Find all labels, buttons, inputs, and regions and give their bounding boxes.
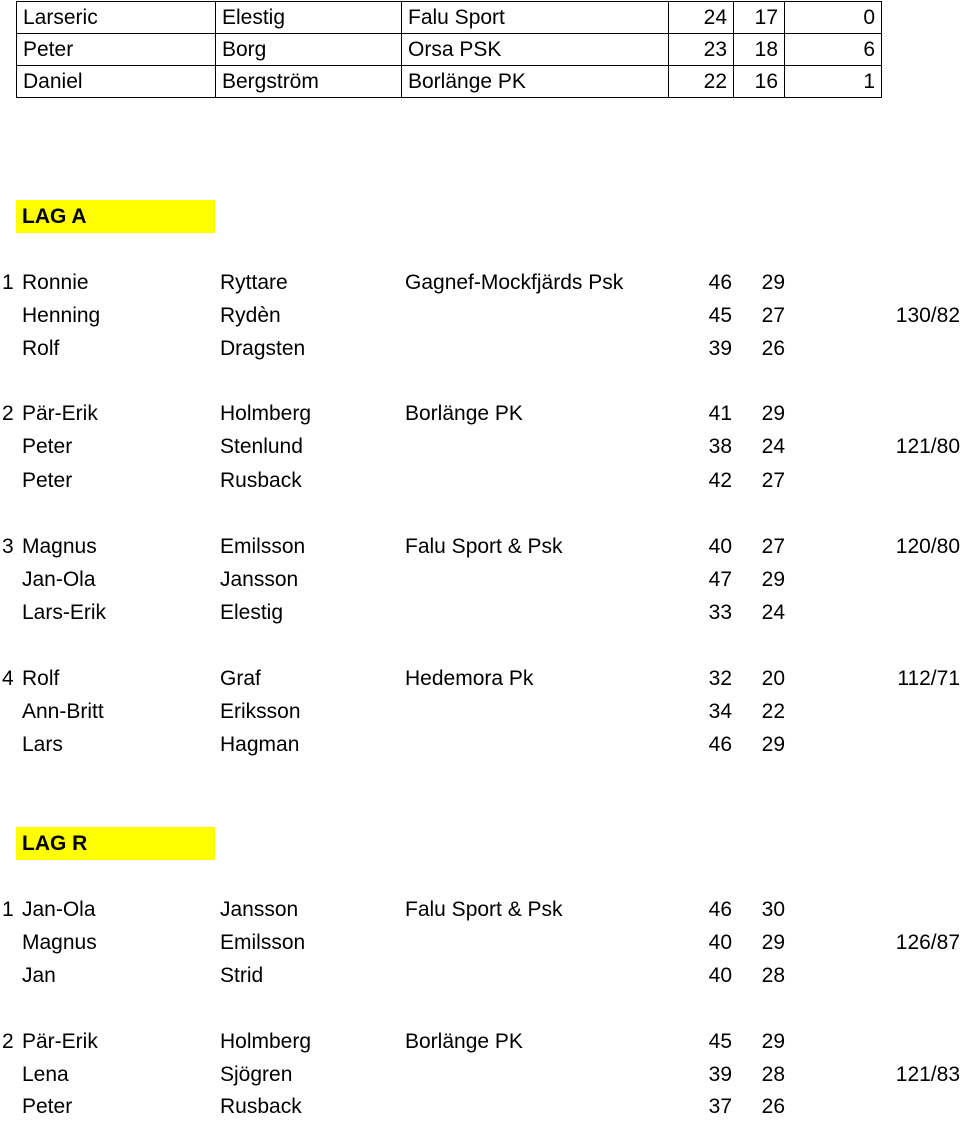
member-score-b: 29: [761, 1030, 785, 1053]
member-first-name: Pär-Erik: [22, 402, 98, 425]
member-score-a: 46: [708, 898, 732, 921]
member-first-name: Magnus: [22, 535, 97, 558]
table-row: [17, 34, 882, 66]
member-score-a: 34: [708, 700, 732, 723]
member-first-name: Jan-Ola: [22, 898, 96, 921]
member-score-a: 40: [708, 964, 732, 987]
member-first-name: Peter: [22, 1095, 73, 1118]
member-score-b: 28: [761, 964, 785, 987]
member-score-b: 29: [761, 931, 785, 954]
member-score-b: 26: [761, 337, 785, 360]
team-club: Borlänge PK: [405, 402, 523, 425]
last-name-cell: Bergström: [216, 66, 402, 98]
team-rank: 1: [2, 271, 14, 294]
member-score-b: 30: [761, 898, 785, 921]
score-c-cell: 6: [785, 34, 882, 66]
team-rank: 2: [2, 402, 14, 425]
team-total: 121/83: [895, 1063, 960, 1086]
score-b-cell: 18: [734, 34, 785, 66]
team-total: 130/82: [895, 304, 960, 327]
member-score-b: 20: [761, 667, 785, 690]
last-name-cell: Borg: [216, 34, 402, 66]
member-first-name: Rolf: [22, 667, 60, 690]
score-c-cell: 1: [785, 66, 882, 98]
last-name-cell: Elestig: [216, 2, 402, 34]
team-total: 121/80: [895, 435, 960, 458]
member-score-a: 33: [708, 601, 732, 624]
section-heading-lag-r: LAG R: [16, 827, 215, 860]
team-total: 112/71: [897, 667, 960, 690]
member-score-b: 26: [761, 1095, 785, 1118]
member-last-name: Graf: [220, 667, 261, 690]
club-cell: Orsa PSK: [402, 34, 669, 66]
member-first-name: Magnus: [22, 931, 97, 954]
member-first-name: Ronnie: [22, 271, 89, 294]
team-rank: 4: [2, 667, 14, 690]
member-score-b: 28: [761, 1063, 785, 1086]
club-cell: Falu Sport: [402, 2, 669, 34]
score-a-cell: 22: [669, 66, 734, 98]
team-club: Falu Sport & Psk: [405, 535, 563, 558]
member-last-name: Stenlund: [220, 435, 303, 458]
member-score-a: 37: [708, 1095, 732, 1118]
team-club: Falu Sport & Psk: [405, 898, 563, 921]
table-row: [17, 2, 882, 34]
member-score-a: 32: [708, 667, 732, 690]
team-rank: 1: [2, 898, 14, 921]
member-last-name: Dragsten: [220, 337, 306, 360]
member-last-name: Emilsson: [220, 931, 306, 954]
member-first-name: Peter: [22, 469, 73, 492]
member-score-b: 24: [761, 601, 785, 624]
team-rank: 3: [2, 535, 14, 558]
member-score-a: 46: [708, 733, 732, 756]
club-cell: Borlänge PK: [402, 66, 669, 98]
score-c-cell: 0: [785, 2, 882, 34]
member-last-name: Strid: [220, 964, 264, 987]
member-last-name: Rusback: [220, 469, 302, 492]
member-last-name: Jansson: [220, 898, 299, 921]
score-b-cell: 17: [734, 2, 785, 34]
member-score-b: 29: [761, 271, 785, 294]
member-first-name: Pär-Erik: [22, 1030, 98, 1053]
member-score-a: 38: [708, 435, 732, 458]
first-name-cell: Peter: [17, 34, 216, 66]
member-first-name: Lena: [22, 1063, 69, 1086]
member-score-a: 40: [708, 931, 732, 954]
member-last-name: Sjögren: [220, 1063, 293, 1086]
member-score-b: 22: [761, 700, 785, 723]
member-score-a: 40: [708, 535, 732, 558]
member-score-b: 27: [761, 304, 785, 327]
member-last-name: Elestig: [220, 601, 284, 624]
member-last-name: Hagman: [220, 733, 300, 756]
member-score-b: 29: [761, 402, 785, 425]
member-first-name: Peter: [22, 435, 73, 458]
member-last-name: Jansson: [220, 568, 299, 591]
member-first-name: Henning: [22, 304, 101, 327]
member-score-a: 39: [708, 337, 732, 360]
member-first-name: Lars: [22, 733, 63, 756]
member-score-b: 27: [761, 469, 785, 492]
section-heading-lag-a: LAG A: [16, 200, 215, 233]
member-score-a: 39: [708, 1063, 732, 1086]
member-score-a: 47: [708, 568, 732, 591]
member-last-name: Emilsson: [220, 535, 306, 558]
team-total: 120/80: [895, 535, 960, 558]
team-club: Gagnef-Mockfjärds Psk: [405, 271, 624, 294]
member-score-a: 45: [708, 1030, 732, 1053]
member-last-name: Rydèn: [220, 304, 281, 327]
member-score-b: 29: [761, 568, 785, 591]
member-last-name: Holmberg: [220, 402, 312, 425]
member-first-name: Rolf: [22, 337, 60, 360]
score-a-cell: 23: [669, 34, 734, 66]
member-score-b: 24: [761, 435, 785, 458]
top-results-table: [16, 1, 882, 98]
score-b-cell: 16: [734, 66, 785, 98]
member-score-b: 29: [761, 733, 785, 756]
team-rank: 2: [2, 1030, 14, 1053]
member-last-name: Rusback: [220, 1095, 302, 1118]
member-first-name: Ann-Britt: [22, 700, 104, 723]
member-first-name: Lars-Erik: [22, 601, 107, 624]
member-score-a: 41: [708, 402, 732, 425]
first-name-cell: Daniel: [17, 66, 216, 98]
table-row: [17, 66, 882, 98]
member-score-a: 46: [708, 271, 732, 294]
member-last-name: Ryttare: [220, 271, 288, 294]
member-score-a: 42: [708, 469, 732, 492]
score-a-cell: 24: [669, 2, 734, 34]
first-name-cell: Larseric: [17, 2, 216, 34]
member-score-b: 27: [761, 535, 785, 558]
team-club: Borlänge PK: [405, 1030, 523, 1053]
team-total: 126/87: [895, 931, 960, 954]
member-first-name: Jan-Ola: [22, 568, 96, 591]
member-score-a: 45: [708, 304, 732, 327]
member-first-name: Jan: [22, 964, 56, 987]
team-club: Hedemora Pk: [405, 667, 534, 690]
member-last-name: Eriksson: [220, 700, 301, 723]
member-last-name: Holmberg: [220, 1030, 312, 1053]
